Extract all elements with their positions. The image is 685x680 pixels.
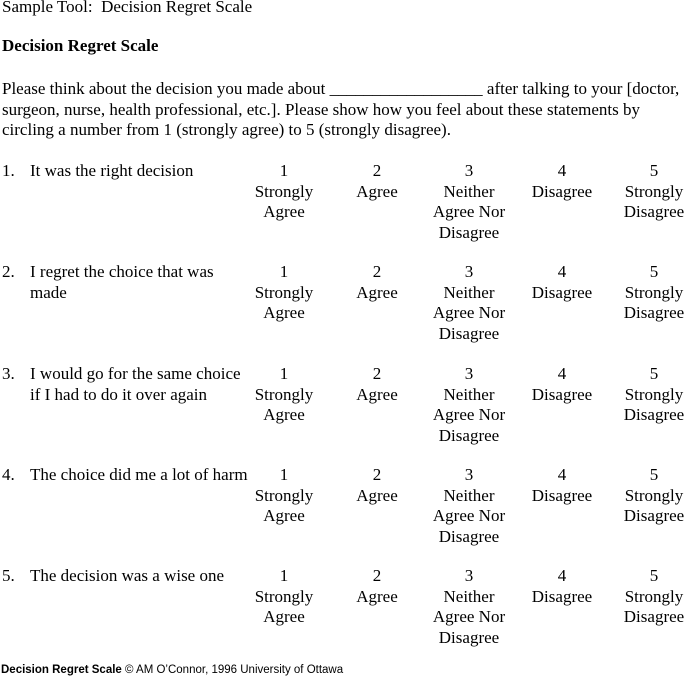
rating-number: 3 — [464, 465, 474, 484]
question-text: The choice did me a lot of harm — [30, 465, 248, 484]
rating-label: Agree — [356, 181, 398, 201]
rating-label: Disagree — [531, 485, 593, 505]
rating-number: 5 — [649, 161, 659, 180]
rating-number: 3 — [464, 262, 474, 281]
page-title: Decision Regret Scale — [2, 36, 159, 55]
rating-option-2[interactable] — [327, 364, 427, 405]
rating-label: Neither Agree Nor Disagree — [432, 384, 506, 445]
rating-option-3[interactable] — [419, 262, 519, 344]
rating-option-4[interactable] — [512, 465, 612, 506]
rating-option-3[interactable] — [419, 364, 519, 446]
question-row — [0, 262, 685, 362]
rating-label: Agree — [356, 485, 398, 505]
rating-option-4[interactable] — [512, 364, 612, 405]
rating-label: Neither Agree Nor Disagree — [432, 485, 506, 546]
rating-number: 1 — [279, 262, 289, 281]
rating-option-1[interactable] — [234, 262, 334, 324]
rating-label: Disagree — [531, 586, 593, 606]
question-row — [0, 161, 685, 261]
rating-option-3[interactable] — [419, 161, 519, 243]
rating-label: Agree — [356, 282, 398, 302]
rating-number: 1 — [279, 566, 289, 585]
question-number: 2. — [2, 262, 15, 281]
rating-option-5[interactable] — [604, 566, 685, 628]
rating-number: 2 — [372, 465, 382, 484]
question-row — [0, 465, 685, 565]
rating-label: Strongly Disagree — [623, 586, 685, 626]
copyright-footer — [1, 664, 343, 676]
rating-option-1[interactable] — [234, 566, 334, 628]
rating-label: Neither Agree Nor Disagree — [432, 181, 506, 242]
rating-option-2[interactable] — [327, 566, 427, 607]
rating-number: 4 — [557, 364, 567, 383]
rating-number: 3 — [464, 364, 474, 383]
instructions-paragraph: Please think about the decision you made about __________________ after talking to your [doctor, surgeon, nurse, health professional, etc.]. Please show how you feel about these statements by circling a number from 1 (strongly agree) to 5 (strongly disagree). — [2, 79, 680, 139]
rating-option-5[interactable] — [604, 262, 685, 324]
rating-option-2[interactable] — [327, 465, 427, 506]
rating-number: 1 — [279, 364, 289, 383]
rating-number: 4 — [557, 465, 567, 484]
rating-number: 5 — [649, 566, 659, 585]
rating-label: Strongly Disagree — [623, 384, 685, 424]
rating-option-5[interactable] — [604, 161, 685, 223]
rating-option-2[interactable] — [327, 161, 427, 202]
question-text: The decision was a wise one — [30, 566, 225, 585]
question-text: It was the right decision — [30, 161, 194, 180]
rating-option-4[interactable] — [512, 161, 612, 202]
rating-label: Strongly Agree — [254, 485, 314, 525]
rating-label: Disagree — [531, 384, 593, 404]
tool-title: Sample Tool: Decision Regret Scale — [2, 0, 253, 16]
rating-label: Neither Agree Nor Disagree — [432, 586, 506, 647]
rating-number: 3 — [464, 161, 474, 180]
rating-number: 5 — [649, 364, 659, 383]
question-number: 3. — [2, 364, 15, 383]
rating-number: 5 — [649, 262, 659, 281]
rating-option-1[interactable] — [234, 465, 334, 527]
question-row — [0, 566, 685, 666]
rating-option-5[interactable] — [604, 364, 685, 426]
rating-label: Agree — [356, 384, 398, 404]
rating-number: 3 — [464, 566, 474, 585]
rating-option-3[interactable] — [419, 465, 519, 547]
rating-option-1[interactable] — [234, 364, 334, 426]
rating-option-4[interactable] — [512, 262, 612, 303]
rating-option-1[interactable] — [234, 161, 334, 223]
rating-label: Strongly Agree — [254, 181, 314, 221]
rating-number: 4 — [557, 566, 567, 585]
rating-number: 1 — [279, 465, 289, 484]
rating-label: Disagree — [531, 282, 593, 302]
rating-label: Strongly Agree — [254, 586, 314, 626]
rating-number: 2 — [372, 161, 382, 180]
rating-number: 2 — [372, 566, 382, 585]
question-number: 5. — [2, 566, 15, 585]
footer-title: Decision Regret Scale — [1, 664, 122, 676]
rating-label: Neither Agree Nor Disagree — [432, 282, 506, 343]
rating-option-4[interactable] — [512, 566, 612, 607]
rating-label: Strongly Agree — [254, 384, 314, 424]
rating-label: Disagree — [531, 181, 593, 201]
rating-number: 4 — [557, 161, 567, 180]
footer-copyright: © AM O’Connor, 1996 University of Ottawa — [121, 664, 344, 676]
question-text: I would go for the same choice if I had to do it over again — [30, 364, 241, 404]
rating-label: Agree — [356, 586, 398, 606]
question-number: 1. — [2, 161, 15, 180]
rating-label: Strongly Disagree — [623, 181, 685, 221]
question-text: I regret the choice that was made — [30, 262, 214, 302]
rating-label: Strongly Disagree — [623, 485, 685, 525]
rating-option-3[interactable] — [419, 566, 519, 648]
rating-option-5[interactable] — [604, 465, 685, 527]
rating-label: Strongly Agree — [254, 282, 314, 322]
question-row — [0, 364, 685, 464]
rating-number: 2 — [372, 364, 382, 383]
rating-number: 2 — [372, 262, 382, 281]
rating-number: 5 — [649, 465, 659, 484]
rating-number: 4 — [557, 262, 567, 281]
rating-number: 1 — [279, 161, 289, 180]
question-number: 4. — [2, 465, 15, 484]
rating-label: Strongly Disagree — [623, 282, 685, 322]
rating-option-2[interactable] — [327, 262, 427, 303]
